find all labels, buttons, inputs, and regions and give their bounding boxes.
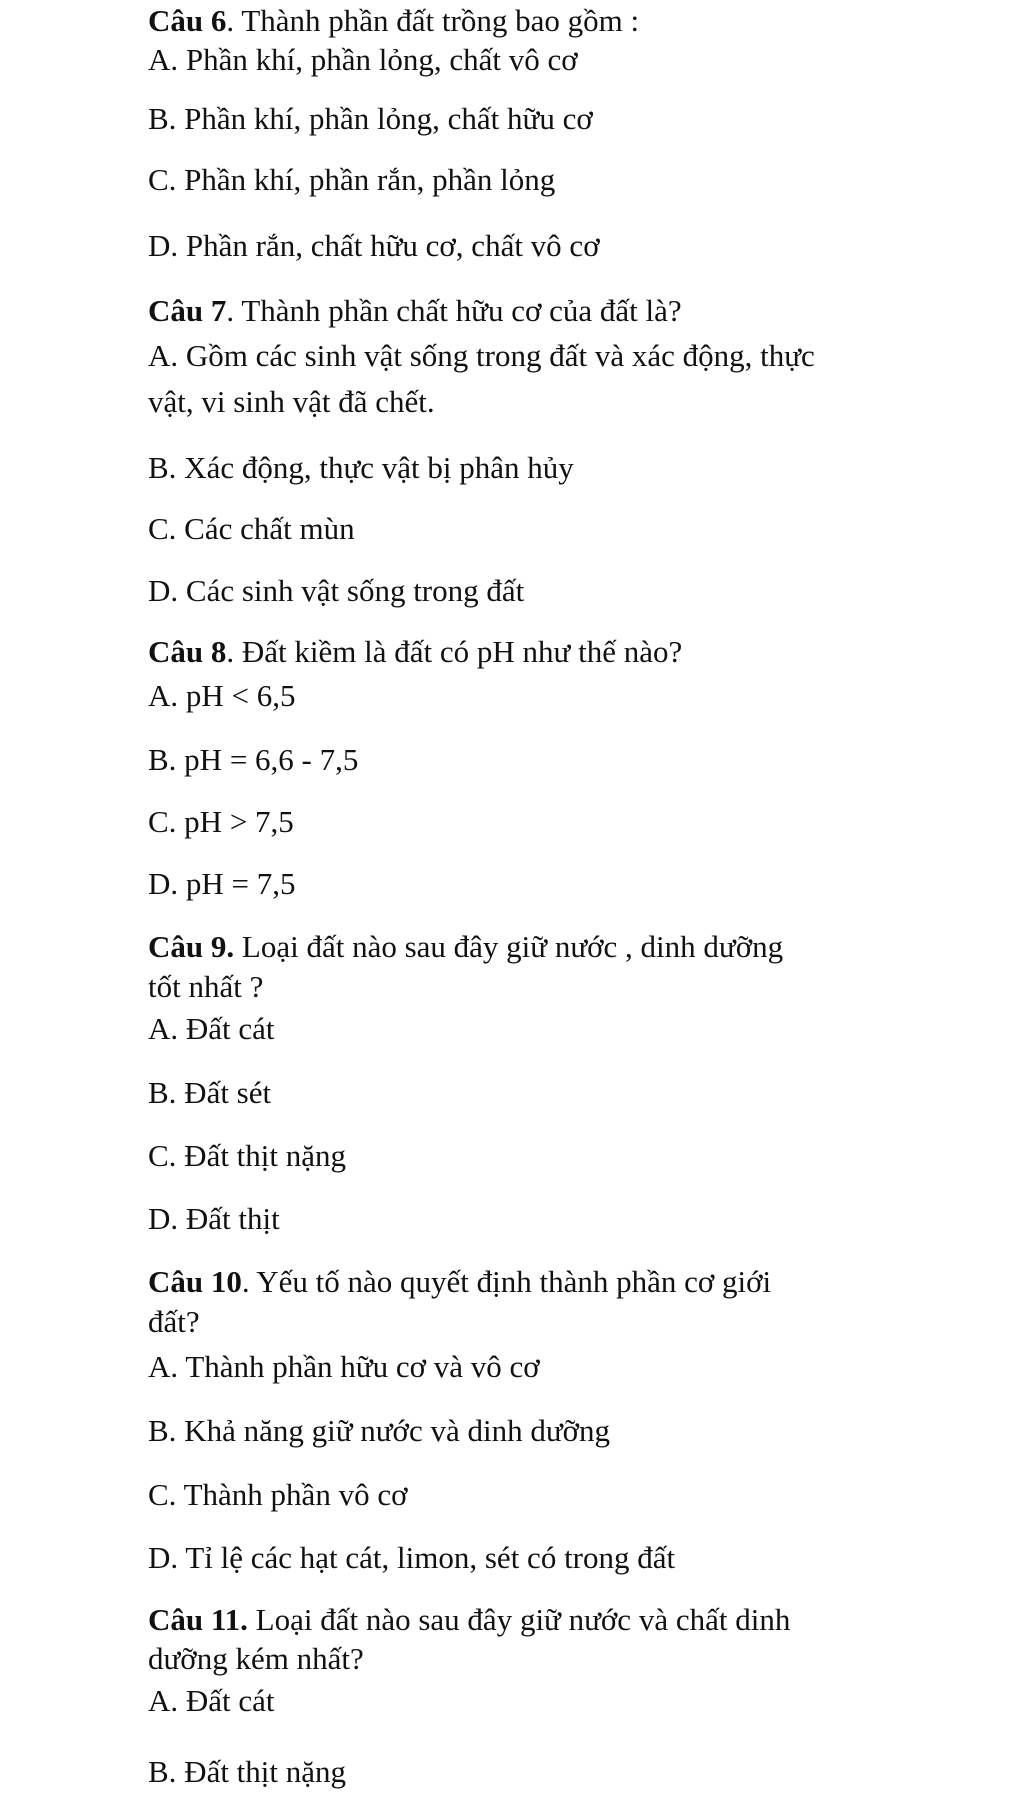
question-11-option-b: B. Đất thịt nặng [148,1754,347,1789]
question-text: Loại đất nào sau đây giữ nước , dinh dưỡng [234,929,784,964]
question-7-title [148,294,682,328]
question-7-option-d: D. Các sinh vật sống trong đất [148,573,525,608]
question-8-option-b: B. pH = 6,6 - 7,5 [148,742,359,777]
question-text: . Yếu tố nào quyết định thành phần cơ giới [241,1264,772,1299]
question-9-title [148,930,783,964]
question-number: Câu 7 [148,293,227,328]
question-9-option-c: C. Đất thịt nặng [148,1138,347,1173]
question-number: Câu 11. [148,1602,248,1637]
question-6-option-d: D. Phần rắn, chất hữu cơ, chất vô cơ [148,228,600,263]
question-number: Câu 10 [148,1264,242,1299]
question-10-title-continued: đất? [148,1304,200,1339]
question-7-option-c: C. Các chất mùn [148,511,355,546]
question-text: . Đất kiềm là đất có pH như thế nào? [226,634,683,669]
question-number: Câu 8 [148,634,227,669]
question-text: Loại đất nào sau đây giữ nước và chất dinh [247,1602,791,1637]
question-7-option-a: A. Gồm các sinh vật sống trong đất và xác động, thực [148,338,815,373]
question-7-option-b: B. Xác động, thực vật bị phân hủy [148,450,574,485]
question-6-title [148,4,639,38]
question-8-option-c: C. pH > 7,5 [148,804,294,839]
question-10-option-a: A. Thành phần hữu cơ và vô cơ [148,1349,540,1384]
question-9-option-b: B. Đất sét [148,1075,272,1110]
question-number: Câu 9. [148,929,235,964]
question-9-option-d: D. Đất thịt [148,1201,280,1236]
question-9-title-continued: tốt nhất ? [148,969,264,1004]
question-6-option-b: B. Phần khí, phần lỏng, chất hữu cơ [148,101,593,136]
question-10-title [148,1265,771,1299]
question-8-title [148,635,682,669]
question-text: . Thành phần chất hữu cơ của đất là? [226,293,682,328]
question-number: Câu 6 [148,3,227,38]
question-7-option-a-continued: vật, vi sinh vật đã chết. [148,384,435,419]
question-10-option-c: C. Thành phần vô cơ [148,1477,408,1512]
question-11-option-a: A. Đất cát [148,1683,275,1718]
question-6-option-c: C. Phần khí, phần rắn, phần lỏng [148,162,556,197]
question-8-option-a: A. pH < 6,5 [148,678,296,713]
question-8-option-d: D. pH = 7,5 [148,866,296,901]
question-11-title [148,1603,790,1637]
question-text: . Thành phần đất trồng bao gồm : [226,3,640,38]
question-11-title-continued: dưỡng kém nhất? [148,1641,364,1676]
question-6-option-a: A. Phần khí, phần lỏng, chất vô cơ [148,42,578,77]
question-10-option-b: B. Khả năng giữ nước và dinh dưỡng [148,1413,611,1448]
question-9-option-a: A. Đất cát [148,1011,275,1046]
question-10-option-d: D. Tỉ lệ các hạt cát, limon, sét có trong đất [148,1540,676,1575]
